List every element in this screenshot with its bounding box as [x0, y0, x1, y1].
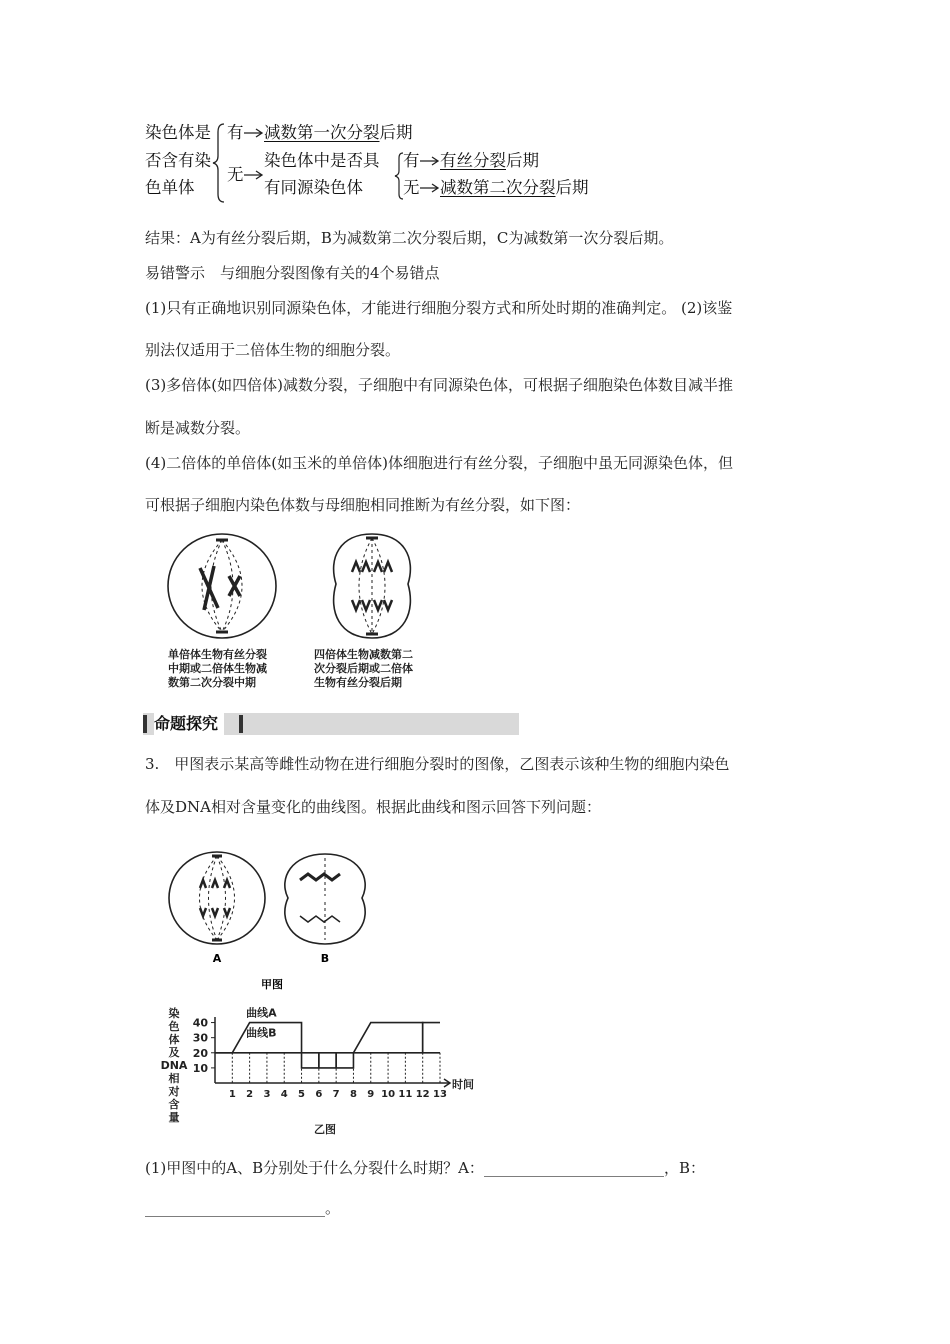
- flow-no-label: 无: [227, 165, 244, 184]
- point-1-line-2: 别法仅适用于二倍体生物的细胞分裂。: [145, 341, 401, 359]
- q1-end: 。: [325, 1199, 341, 1217]
- point-4-line-1: (4)二倍体的单倍体(如玉米的单倍体)体细胞进行有丝分裂，子细胞中虽无同源染色体，但: [145, 454, 733, 472]
- x-tick-label: 1: [228, 1089, 236, 1100]
- fig1-caption-left-2: 中期或二倍体生物减: [168, 662, 267, 675]
- point-3-line-2: 断是减数分裂。: [145, 419, 251, 437]
- flow-sub-yes-result: 有丝分裂: [440, 151, 506, 170]
- line-chart: [160, 1005, 490, 1140]
- arrow-icon: [243, 169, 265, 181]
- q1-blank-b[interactable]: ________________________: [145, 1199, 325, 1217]
- q1-blank-a[interactable]: ________________________: [483, 1159, 664, 1177]
- flow-root-line-2: 否含有染: [145, 151, 211, 170]
- cell-diagram-figure-1: [160, 528, 450, 648]
- point-1-line-1: (1)只有正确地识别同源染色体，才能进行细胞分裂方式和所处时期的准确判定。 (2)该鉴: [145, 299, 733, 317]
- x-tick-label: 5: [298, 1089, 306, 1100]
- y-axis-label-char: 量: [168, 1111, 180, 1124]
- flow-sub-question-2: 有同源染色体: [264, 178, 363, 197]
- x-tick-label: 6: [315, 1089, 323, 1100]
- cell-diagram-figure-2: [160, 850, 400, 1000]
- arrow-icon: [243, 127, 265, 139]
- x-tick-label: 2: [246, 1089, 254, 1100]
- y-tick-label: 30: [192, 1031, 208, 1045]
- y-axis-label-char: 体: [168, 1033, 180, 1046]
- x-tick-label: 13: [433, 1089, 447, 1100]
- x-tick-label: 9: [367, 1089, 375, 1100]
- y-tick-label: 40: [192, 1016, 208, 1030]
- chart-caption: 乙图: [314, 1123, 336, 1136]
- fig2-caption: 甲图: [261, 978, 283, 991]
- section-header-bar-right: [239, 715, 243, 733]
- q1-text: (1)甲图中的A、B分别处于什么分裂什么时期？A：: [145, 1159, 484, 1177]
- arrow-icon: [419, 182, 441, 194]
- fig1-caption-right-2: 次分裂后期或二倍体: [314, 662, 413, 675]
- y-axis-label-char: 及: [168, 1046, 180, 1059]
- y-axis-label-char: 相: [168, 1072, 180, 1085]
- cell-a: [169, 852, 265, 944]
- flow-yes-result: 减数第一次分裂: [264, 123, 380, 142]
- warning-title: 易错警示 与细胞分裂图像有关的4个易错点: [145, 264, 440, 282]
- section-header-label: 命题探究: [154, 713, 224, 735]
- x-tick-label: 10: [381, 1089, 396, 1100]
- series-label-a: 曲线A: [246, 1006, 277, 1020]
- y-axis-label-char: DNA: [160, 1059, 188, 1072]
- point-3-line-1: (3)多倍体(如四倍体)减数分裂，子细胞中有同源染色体，可根据子细胞染色体数目减半推: [145, 376, 733, 394]
- fig1-caption-right-1: 四倍体生物减数第二: [314, 648, 413, 661]
- fig1-caption-left-3: 数第二次分裂中期: [168, 676, 256, 689]
- q1-mid: ，B：: [663, 1159, 705, 1177]
- y-axis-label-char: 含: [168, 1098, 180, 1111]
- x-tick-label: 11: [398, 1089, 413, 1100]
- cell-b-label: B: [320, 952, 330, 965]
- y-axis-label-char: 染: [168, 1007, 180, 1020]
- series-label-b: 曲线B: [246, 1026, 277, 1040]
- y-tick-label: 10: [192, 1061, 208, 1075]
- flow-sub-yes-label: 有: [403, 151, 420, 170]
- y-axis-label-char: 色: [168, 1020, 180, 1033]
- tetraploid-anaphase-cell: [334, 534, 411, 638]
- flow-sub-no-result: 减数第二次分裂: [440, 178, 556, 197]
- flow-root-line-1: 染色体是: [145, 123, 211, 142]
- question-3-line-1: 3. 甲图表示某高等雌性动物在进行细胞分裂时的图像，乙图表示该种生物的细胞内染色: [145, 755, 730, 773]
- flow-root-line-3: 色单体: [145, 178, 195, 197]
- x-tick-label: 12: [415, 1089, 430, 1100]
- flow-sub-question-1: 染色体中是否具: [264, 151, 380, 170]
- cell-a-label: A: [212, 952, 222, 965]
- section-header-bar-left: [143, 715, 147, 733]
- question-3-line-2: 体及DNA相对含量变化的曲线图。根据此曲线和图示回答下列问题：: [145, 798, 601, 816]
- point-4-line-2: 可根据子细胞内染色体数与母细胞相同推断为有丝分裂，如下图：: [145, 496, 581, 514]
- flow-sub-no-tail: 后期: [555, 178, 589, 197]
- x-tick-label: 4: [280, 1089, 288, 1100]
- flow-sub-no-label: 无: [403, 178, 420, 197]
- fig1-caption-right-3: 生物有丝分裂后期: [314, 676, 402, 689]
- cell-b: [285, 854, 365, 944]
- arrow-icon: [419, 155, 441, 167]
- x-tick-label: 7: [332, 1089, 340, 1100]
- fig1-caption-left-1: 单倍体生物有丝分裂: [168, 648, 267, 661]
- x-axis-label: 时间: [452, 1078, 474, 1091]
- flow-sub-yes-tail: 后期: [506, 151, 539, 170]
- x-tick-label: 3: [263, 1089, 271, 1100]
- y-tick-label: 20: [192, 1046, 208, 1060]
- flow-yes-result-tail: 后期: [379, 123, 413, 142]
- section-header: [143, 713, 519, 735]
- y-axis-label-char: 对: [168, 1085, 180, 1098]
- result-text: 结果：A为有丝分裂后期，B为减数第二次分裂后期，C为减数第一次分裂后期。: [145, 229, 674, 247]
- flow-yes-label: 有: [227, 123, 244, 142]
- haploid-metaphase-cell: [168, 534, 276, 638]
- x-tick-label: 8: [349, 1089, 357, 1100]
